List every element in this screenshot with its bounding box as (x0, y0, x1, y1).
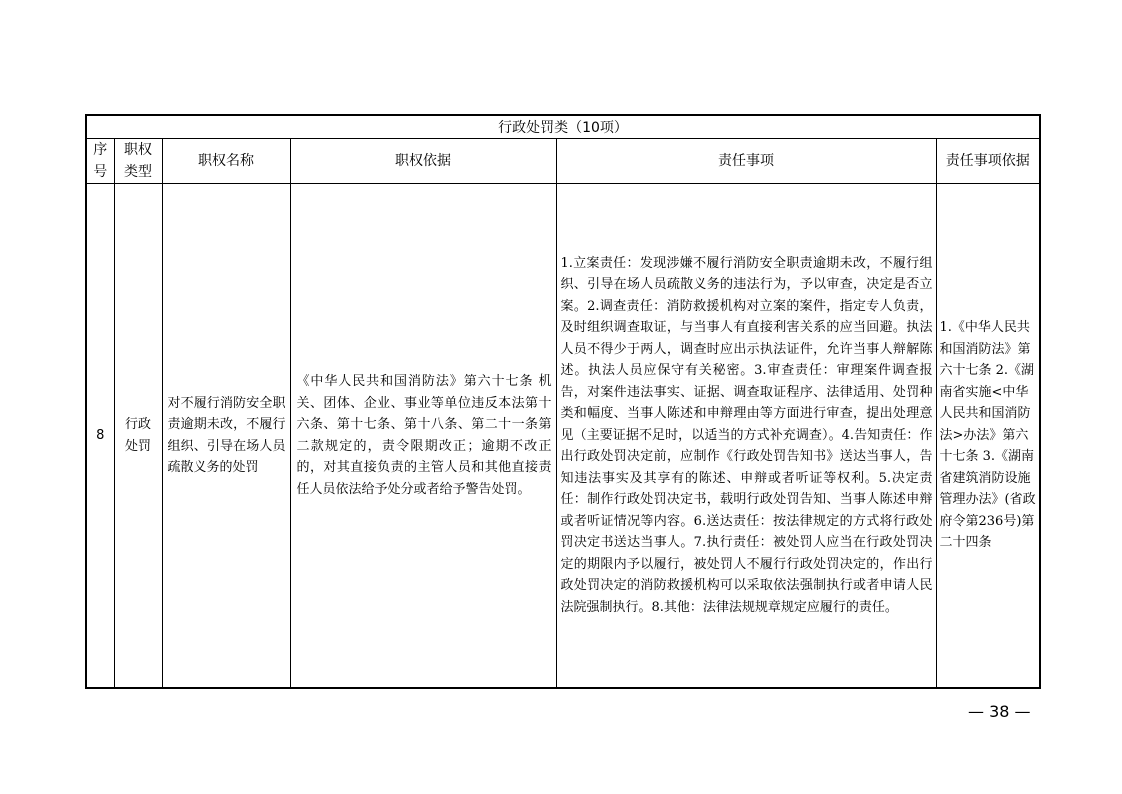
row-authority-type: 行政处罚 (114, 184, 162, 689)
row-serial-number: 8 (86, 184, 114, 689)
document-table-container (85, 114, 1039, 689)
row-responsibility-items: 1.立案责任：发现涉嫌不履行消防安全职责逾期未改，不履行组织、引导在场人员疏散义务的违法行为，予以审查，决定是否立案。2.调查责任：消防救援机构对立案的案件，指定专人负责，及时组织调查取证，与当事人有直接利害关系的应当回避。执法人员不得少于两人，调查时应出示执法证件，允许当事人辩解陈述。执法人员应保守有关秘密。3.审查责任：审理案件调查报告，对案件违法事实、证据、调查取证程序、法律适用、处罚种类和幅度、当事人陈述和申辩理由等方面进行审查，提出处理意见（主要证据不足时，以适当的方式补充调查）。4.告知责任：作出行政处罚决定前，应制作《行政处罚告知书》送达当事人，告知违法事实及其享有的陈述、申辩或者听证等权利。5.决定责任：制作行政处罚决定书，载明行政处罚告知、当事人陈述申辩或者听证情况等内容。6.送达责任：按法律规定的方式将行政处罚决定书送达当事人。7.执行责任：被处罚人应当在行政处罚决定的期限内予以履行，被处罚人不履行行政处罚决定的，作出行政处罚决定的消防救援机构可以采取依法强制执行或者申请人民法院强制执行。8.其他：法律法规规章规定应履行的责任。 (556, 184, 936, 689)
authority-table (85, 114, 1041, 689)
page-number: — 38 — (968, 702, 1031, 721)
section-title: 行政处罚类（10项） (86, 115, 1040, 139)
header-authority-type: 职权类型 (114, 139, 162, 184)
header-authority-name: 职权名称 (162, 139, 290, 184)
row-authority-basis: 《中华人民共和国消防法》第六十七条 机关、团体、企业、事业等单位违反本法第十六条、第十七条、第十八条、第二十一条第二款规定的，责令限期改正；逾期不改正的，对其直接负责的主管人员和其他直接责任人员依法给予处分或者给予警告处罚。 (290, 184, 556, 689)
table-row (86, 184, 1040, 689)
row-responsibility-basis: 1.《中华人民共和国消防法》第六十七条 2.《湖南省实施<中华人民共和国消防法>办法》第六十七条 3.《湖南省建筑消防设施管理办法》(省政府令第236号)第二十四条 (936, 184, 1040, 689)
header-serial-number: 序号 (86, 139, 114, 184)
header-responsibility-items: 责任事项 (556, 139, 936, 184)
header-responsibility-basis: 责任事项依据 (936, 139, 1040, 184)
row-authority-name: 对不履行消防安全职责逾期未改，不履行组织、引导在场人员疏散义务的处罚 (162, 184, 290, 689)
header-authority-basis: 职权依据 (290, 139, 556, 184)
